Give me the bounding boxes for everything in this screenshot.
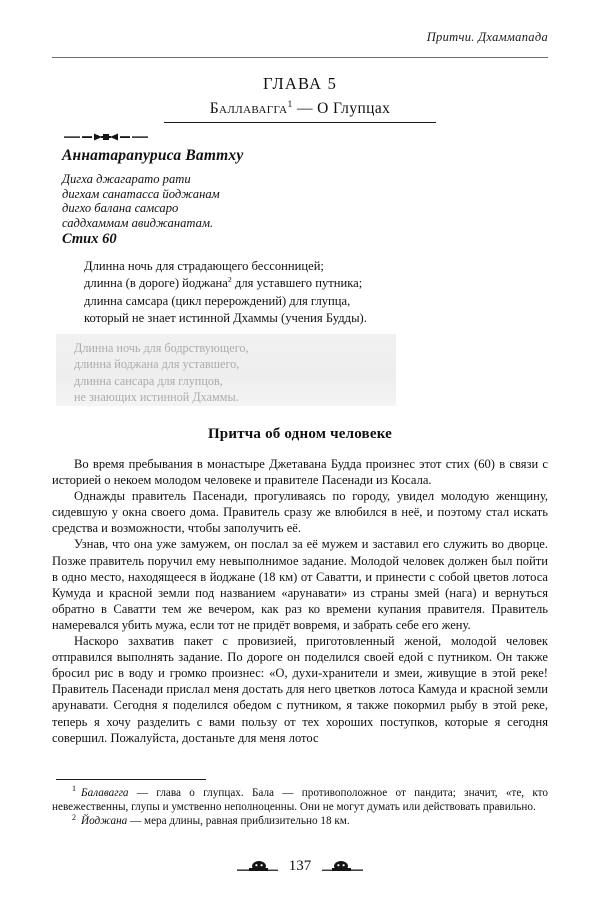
- pali-verse-line: дигхам санатасса йоджанам: [62, 186, 220, 201]
- page-folio: [0, 858, 600, 875]
- footnote-item: [52, 814, 548, 828]
- pali-verse-block: [62, 172, 220, 230]
- story-paragraph: Узнав, что она уже замужем, он послал за её мужем и заставил его служить во дворце. Позже правитель поручил ему невыполнимое задание. Молодой человек должен был пойти в одно место, находящееся в йоджане (18 км) от Саватти, и принести с собой цветов лотоса Кумуда и красной земли под названием «арунавати» из страны змей (нага) и вернуться обратно в Саватти тем же вечером, как раз ко времени купания правителя. Правитель намеревался убить мужа, если тот не придёт вовремя, и забрать себе его жену.: [52, 537, 548, 632]
- footnote-marker: 2: [72, 812, 77, 822]
- story-paragraph: Во время пребывания в монастыре Джетавана Будда произнес этот стих (60) в связи с историей о некоем молодом человеке и правителе Пасенади из Косала.: [52, 457, 548, 488]
- footnote-separator-rule: [56, 779, 206, 780]
- faded-quote-line: не знающих истинной Дхаммы.: [74, 390, 239, 405]
- pali-verse-line: Дигха джагарато рати: [62, 172, 191, 186]
- footnote-list: [52, 786, 548, 829]
- faded-quote-block: [56, 334, 396, 406]
- stanza-footnote-marker: 2: [227, 275, 232, 285]
- folio-ornament-right-icon: [321, 859, 363, 875]
- running-head: Притчи. Дхаммапада: [426, 30, 548, 44]
- stanza-line: Длинна ночь для страдающего бессонницей;: [84, 259, 324, 273]
- running-head-rule: [52, 57, 548, 58]
- footnote-text: — глава о глупцах. Бала — противоположное от пандита; значит, «те, кто невежественны, глупы и умственно неполноценны. Они не могут думать или действовать правильно.: [52, 787, 548, 814]
- pali-verse-line: дигхо балана самсаро: [62, 201, 179, 216]
- footnote-term: Йоджана: [81, 815, 128, 828]
- pali-story-heading: Аннатарапуриса Ваттху: [62, 147, 244, 164]
- story-paragraph: Наскоро захватив пакет с провизией, приготовленный женой, молодой человек отправился выполнять задание. По дороге он поделился своей едой с путником. Он также бросил рис в воду и громко произнес: «О, духи-хранители и змеи, живущие в этой реке! Правитель Пасенади прислал меня достать для него цветков лотоса Камуда и красной земли арунавати. Сегодня я поделился обедом с путником, я также покормил рыбу в этой реке, теперь я хочу разделить с вами пользу от тех хороших поступков, которые я сегодня совершил. Пожалуйста, достаньте для меня лотос: [52, 634, 548, 745]
- story-body: [52, 456, 548, 746]
- stanza-line: [84, 275, 367, 292]
- story-title: Притча об одном человеке: [207, 426, 393, 442]
- chapter-title: [52, 100, 548, 118]
- footnote-marker: 1: [72, 784, 77, 794]
- page-number: 137: [288, 858, 312, 875]
- stanza-line-part: для уставшего путника;: [231, 276, 363, 291]
- chapter-title-rest: — О Глупцах: [292, 100, 391, 117]
- stanza-line: длинна самсара (цикл перерождений) для глупца,: [84, 293, 351, 308]
- story-paragraph: Однажды правитель Пасенади, прогуливаясь по городу, увидел молодую женщину, сидевшую у окна своего дома. Правитель сразу же влюбился в неё, и поэтому стал искать средства и возможности, чтобы заполучить её.: [52, 489, 548, 536]
- chapter-title-main: Баллавагга: [209, 100, 288, 117]
- stanza-translation-block: [84, 258, 367, 328]
- folio-ornament-left-icon: [237, 859, 279, 875]
- faded-quote-line: Длинна ночь для бодрствующего,: [74, 341, 249, 355]
- chapter-title-footnote-marker: 1: [287, 98, 293, 110]
- footnote-item: [52, 786, 548, 814]
- faded-quote-line: длинна сансара для глупцов,: [74, 373, 223, 388]
- faded-quote-line: длинна йоджана для уставшего,: [74, 357, 240, 372]
- stanza-line-part: длинна (в дороге) йоджана: [84, 276, 228, 291]
- footnote-term: Балавагга: [81, 787, 129, 799]
- pali-verse-line: саддхаммам авиджанатам.: [62, 215, 214, 230]
- footnote-text: — мера длины, равная приблизительно 18 км.: [127, 815, 350, 828]
- chapter-number: ГЛАВА 5: [262, 74, 338, 93]
- stanza-heading: Стих 60: [62, 231, 117, 247]
- stanza-line: который не знает истинной Дхаммы (учения Будды).: [84, 311, 367, 326]
- chapter-title-rule: [164, 122, 436, 123]
- ornament-divider-icon: [62, 130, 150, 144]
